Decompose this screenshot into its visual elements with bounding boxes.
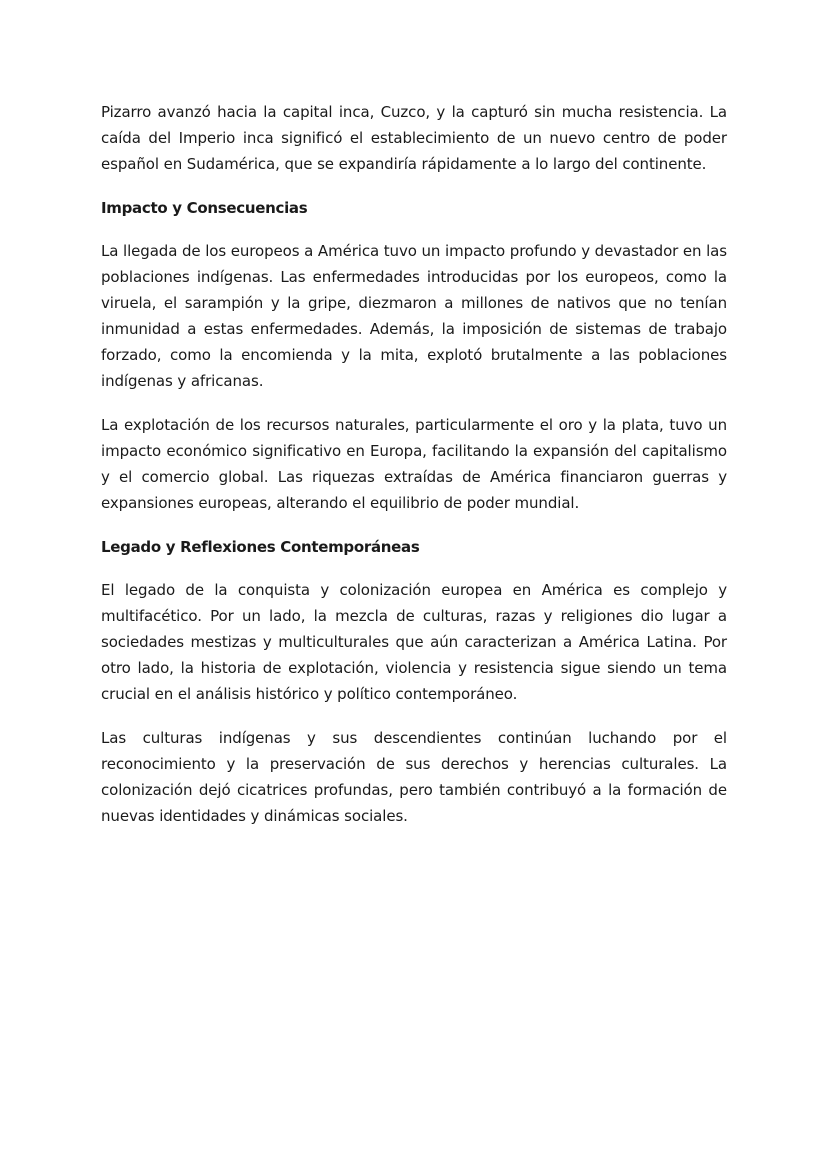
paragraph-explotacion-recursos: La explotación de los recursos naturales, particularmente el oro y la plata, tuvo un impacto económico significativo en Europa, facilitando la expansión del capitalismo y el comercio global. Las riquezas extraídas de América financiaron guerras y expansiones europeas, alterando el equilibrio de poder mundial.	[101, 416, 727, 512]
heading-impacto-consecuencias: Impacto y Consecuencias	[101, 199, 308, 217]
heading-legado-reflexiones: Legado y Reflexiones Contemporáneas	[101, 538, 420, 556]
document-page	[101, 99, 727, 829]
paragraph-pizarro-cuzco: Pizarro avanzó hacia la capital inca, Cuzco, y la capturó sin mucha resistencia. La caída del Imperio inca significó el establecimiento de un nuevo centro de poder español en Sudamérica, que se expandiría rápidamente a lo largo del continente.	[101, 103, 727, 173]
paragraph-impacto-poblaciones: La llegada de los europeos a América tuvo un impacto profundo y devastador en las poblaciones indígenas. Las enfermedades introducidas por los europeos, como la viruela, el sarampión y la gripe, diezmaron a millones de nativos que no tenían inmunidad a estas enfermedades. Además, la imposición de sistemas de trabajo forzado, como la encomienda y la mita, explotó brutalmente a las poblaciones indígenas y africanas.	[101, 242, 727, 390]
paragraph-legado-conquista: El legado de la conquista y colonización europea en América es complejo y multifacético. Por un lado, la mezcla de culturas, razas y religiones dio lugar a sociedades mestizas y multiculturales que aún caracterizan a América Latina. Por otro lado, la historia de explotación, violencia y resistencia sigue siendo un tema crucial en el análisis histórico y político contemporáneo.	[101, 581, 727, 703]
paragraph-culturas-indigenas: Las culturas indígenas y sus descendientes continúan luchando por el reconocimiento y la preservación de sus derechos y herencias culturales. La colonización dejó cicatrices profundas, pero también contribuyó a la formación de nuevas identidades y dinámicas sociales.	[101, 729, 727, 825]
